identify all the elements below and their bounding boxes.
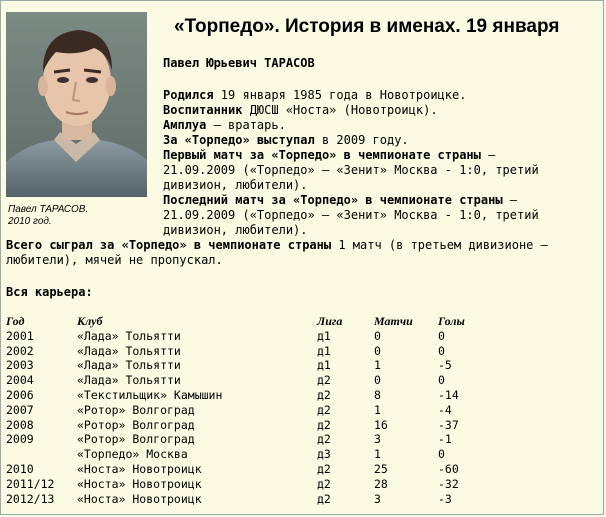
cell-club: «Ротор» Волгоград — [77, 402, 195, 417]
role-label: Амплуа — [163, 118, 207, 132]
cell-goals: 0 — [438, 373, 445, 388]
career-table — [6, 314, 498, 506]
cell-club: «Носта» Новотроицк — [77, 476, 202, 491]
cell-goals: -3 — [438, 491, 452, 506]
role-line — [163, 118, 593, 133]
cell-year: 2010 — [6, 461, 34, 476]
last-match-line — [163, 193, 593, 208]
header-club: Клуб — [77, 314, 103, 328]
cell-year: 2008 — [6, 417, 34, 432]
cell-year: 2009 — [6, 432, 34, 447]
header-year: Год — [6, 314, 25, 328]
player-name: Павел Юрьевич ТАРАСОВ — [163, 56, 315, 70]
photo-caption-line1: Павел ТАРАСОВ. — [8, 204, 89, 215]
cell-club: «Торпедо» Москва — [77, 447, 188, 462]
cell-league: д2 — [317, 461, 331, 476]
cell-league: д2 — [317, 491, 331, 506]
played-line — [163, 133, 593, 148]
cell-goals: -60 — [438, 461, 459, 476]
cell-league: д2 — [317, 476, 331, 491]
cell-year: 2007 — [6, 402, 34, 417]
cell-club: «Носта» Новотроицк — [77, 491, 202, 506]
cell-matches: 1 — [374, 402, 381, 417]
cell-matches: 3 — [374, 491, 381, 506]
table-row — [6, 344, 498, 359]
cell-matches: 1 — [374, 358, 381, 373]
header-league: Лига — [317, 314, 343, 328]
cell-goals: -14 — [438, 387, 459, 402]
table-row — [6, 432, 498, 447]
cell-league: д1 — [317, 358, 331, 373]
header-matches: Матчи — [374, 314, 413, 328]
table-row — [6, 477, 498, 492]
summary-text: 1 матч (в третьем дивизионе – любители), мячей не пропускал. — [6, 238, 548, 267]
cell-club: «Лада» Тольятти — [77, 358, 181, 373]
cell-goals: -37 — [438, 417, 459, 432]
cell-goals: 0 — [438, 328, 445, 343]
career-header-row — [6, 314, 498, 329]
cell-matches: 1 — [374, 447, 381, 462]
table-row — [6, 492, 498, 507]
cell-year: 2001 — [6, 328, 34, 343]
cell-year: 2011/12 — [6, 476, 55, 491]
table-row — [6, 403, 498, 418]
cell-league: д2 — [317, 432, 331, 447]
cell-matches: 16 — [374, 417, 388, 432]
cell-club: «Текстильщик» Камышин — [77, 387, 223, 402]
cell-year: 2002 — [6, 343, 34, 358]
table-row — [6, 418, 498, 433]
cell-club: «Носта» Новотроицк — [77, 461, 202, 476]
cell-league: д2 — [317, 417, 331, 432]
cell-goals: 0 — [438, 343, 445, 358]
cell-year: 2012/13 — [6, 491, 55, 506]
page-title: «Торпедо». История в именах. 19 января — [174, 16, 560, 37]
first-match-label: Первый матч за «Торпедо» в чемпионате страны — [163, 148, 481, 162]
school-text: ДЮСШ «Носта» (Новотроицк). — [242, 103, 438, 117]
cell-matches: 25 — [374, 461, 388, 476]
cell-matches: 8 — [374, 387, 381, 402]
cell-goals: -5 — [438, 358, 452, 373]
table-row — [6, 329, 498, 344]
photo-caption-line2: 2010 год. — [8, 216, 52, 227]
last-match-dash: – — [502, 193, 518, 207]
born-line — [163, 88, 593, 103]
played-text: в 2009 году. — [314, 133, 409, 147]
summary-label: Всего сыграл за «Торпедо» в чемпионате страны — [6, 238, 332, 252]
cell-club: «Лада» Тольятти — [77, 343, 181, 358]
player-bio — [163, 56, 593, 238]
cell-year: 2006 — [6, 387, 34, 402]
cell-goals: -32 — [438, 476, 459, 491]
cell-matches: 0 — [374, 373, 381, 388]
table-row — [6, 373, 498, 388]
career-summary — [6, 238, 596, 268]
cell-league: д1 — [317, 328, 331, 343]
last-match-label: Последний матч за «Торпедо» в чемпионате страны — [163, 193, 503, 207]
school-line — [163, 103, 593, 118]
cell-goals: 0 — [438, 447, 445, 462]
cell-club: «Лада» Тольятти — [77, 373, 181, 388]
cell-year: 2003 — [6, 358, 34, 373]
photo-caption — [8, 204, 88, 228]
career-title: Вся карьера: — [6, 285, 93, 299]
cell-club: «Ротор» Волгоград — [77, 417, 195, 432]
cell-goals: -4 — [438, 402, 452, 417]
table-row — [6, 388, 498, 403]
cell-league: д3 — [317, 447, 331, 462]
last-match-text: 21.09.2009 («Торпедо» – «Зенит» Москва - 1:0, третий дивизион, любители). — [163, 208, 539, 237]
cell-matches: 3 — [374, 432, 381, 447]
cell-league: д2 — [317, 402, 331, 417]
cell-league: д2 — [317, 373, 331, 388]
cell-league: д1 — [317, 343, 331, 358]
played-label: За «Торпедо» выступал — [163, 133, 315, 147]
table-row — [6, 462, 498, 477]
cell-matches: 0 — [374, 328, 381, 343]
cell-club: «Ротор» Волгоград — [77, 432, 195, 447]
header-goals: Голы — [438, 314, 465, 328]
first-match-text: 21.09.2009 («Торпедо» – «Зенит» Москва - 1:0, третий дивизион, любители). — [163, 163, 539, 192]
table-row — [6, 358, 498, 373]
cell-year: 2004 — [6, 373, 34, 388]
cell-matches: 0 — [374, 343, 381, 358]
table-row — [6, 447, 498, 462]
player-photo — [6, 12, 147, 197]
cell-league: д2 — [317, 387, 331, 402]
school-label: Воспитанник — [163, 103, 243, 117]
first-match-line — [163, 148, 593, 163]
born-label: Родился — [163, 88, 214, 102]
cell-matches: 28 — [374, 476, 388, 491]
role-text: – вратарь. — [206, 118, 286, 132]
player-photo-block — [6, 12, 148, 228]
born-text: 19 января 1985 года в Новотроицке. — [213, 88, 467, 102]
cell-goals: -1 — [438, 432, 452, 447]
first-match-dash: – — [480, 148, 496, 162]
cell-club: «Лада» Тольятти — [77, 328, 181, 343]
cell-year — [6, 447, 77, 462]
